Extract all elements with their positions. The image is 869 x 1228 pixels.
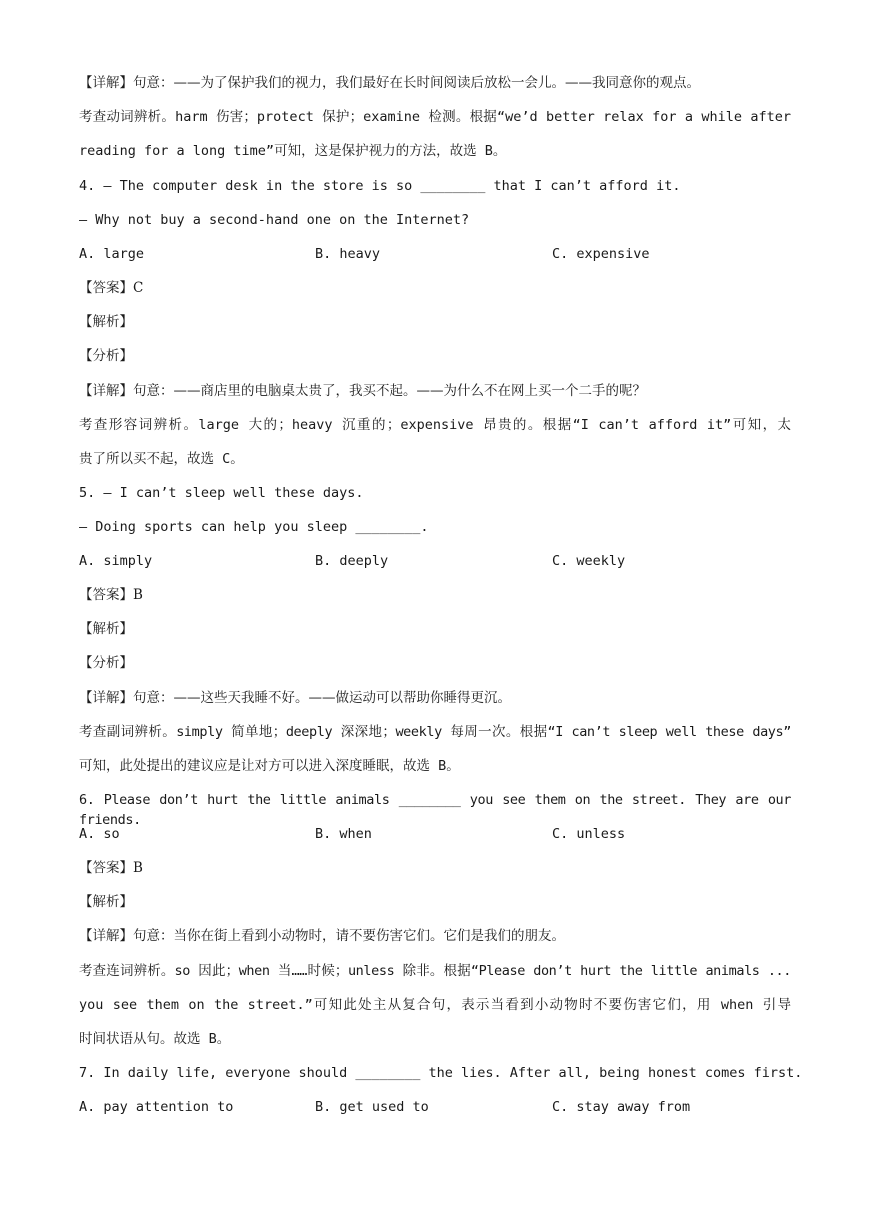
q4-reply: — Why not buy a second-hand one on the Internet? <box>79 212 470 228</box>
q4-detail: 【详解】句意：——商店里的电脑桌太贵了，我买不起。——为什么不在网上买一个二手的呢？ <box>79 383 646 399</box>
q4-option-c: C. expensive <box>552 246 650 262</box>
q4-answer: 【答案】C <box>79 280 144 296</box>
q6-explanation-line3: 时间状语从句。故选 B。 <box>79 1031 231 1047</box>
q5-explanation-line2: 可知，此处提出的建议应是让对方可以进入深度睡眠，故选 B。 <box>79 758 460 774</box>
q6-option-b: B. when <box>315 826 372 842</box>
q4-stem: 4. — The computer desk in the store is so ________ that I can’t afford it. <box>79 178 681 194</box>
q6-option-a: A. so <box>79 826 120 842</box>
q5-explanation-line1: 考查副词辨析。simply 简单地；deeply 深深地；weekly 每周一次。根据“I can’t sleep well these days” <box>79 724 791 740</box>
q6-explanation-line1: 考查连词辨析。so 因此；when 当……时候；unless 除非。根据“Please don’t hurt the little animals ... <box>79 963 791 979</box>
q6-explanation-line2: you see them on the street.”可知此处主从复合句，表示当看到小动物时不要伤害它们，用 when 引导 <box>79 997 791 1013</box>
q5-answer: 【答案】B <box>79 587 143 603</box>
q5-detail: 【详解】句意：——这些天我睡不好。——做运动可以帮助你睡得更沉。 <box>79 690 511 706</box>
q5-option-a: A. simply <box>79 553 153 569</box>
q6-stem: 6. Please don’t hurt the little animals ________ you see them on the street. They are our friends. <box>79 792 791 828</box>
q7-stem: 7. In daily life, everyone should ________ the lies. After all, being honest comes first. <box>79 1065 803 1081</box>
q3-explanation-line2: reading for a long time”可知，这是保护视力的方法，故选 B。 <box>79 143 507 159</box>
q3-detail: 【详解】句意：——为了保护我们的视力，我们最好在长时间阅读后放松一会儿。——我同意你的观点。 <box>79 75 700 91</box>
q5-option-c: C. weekly <box>552 553 626 569</box>
q4-explanation-line2: 贵了所以买不起，故选 C。 <box>79 451 244 467</box>
q6-option-c: C. unless <box>552 826 626 842</box>
q4-option-b: B. heavy <box>315 246 381 262</box>
q5-analysis-heading: 【解析】 <box>79 621 133 637</box>
q7-option-c: C. stay away from <box>552 1099 691 1115</box>
q6-answer: 【答案】B <box>79 860 143 876</box>
q4-option-a: A. large <box>79 246 145 262</box>
q5-stem: 5. — I can’t sleep well these days. <box>79 485 364 501</box>
q4-analysis-heading: 【解析】 <box>79 314 133 330</box>
q7-option-b: B. get used to <box>315 1099 429 1115</box>
q4-explanation-line1: 考查形容词辨析。large 大的；heavy 沉重的；expensive 昂贵的。根据“I can’t afford it”可知，太 <box>79 417 791 433</box>
q6-detail: 【详解】句意：当你在街上看到小动物时，请不要伤害它们。它们是我们的朋友。 <box>79 928 565 944</box>
q7-option-a: A. pay attention to <box>79 1099 234 1115</box>
q5-reply: — Doing sports can help you sleep ________. <box>79 519 429 535</box>
q5-fenxi-heading: 【分析】 <box>79 655 133 671</box>
q6-analysis-heading: 【解析】 <box>79 894 133 910</box>
q5-option-b: B. deeply <box>315 553 389 569</box>
q4-fenxi-heading: 【分析】 <box>79 348 133 364</box>
q3-explanation-line1: 考查动词辨析。harm 伤害；protect 保护；examine 检测。根据“we’d better relax for a while after <box>79 109 791 125</box>
